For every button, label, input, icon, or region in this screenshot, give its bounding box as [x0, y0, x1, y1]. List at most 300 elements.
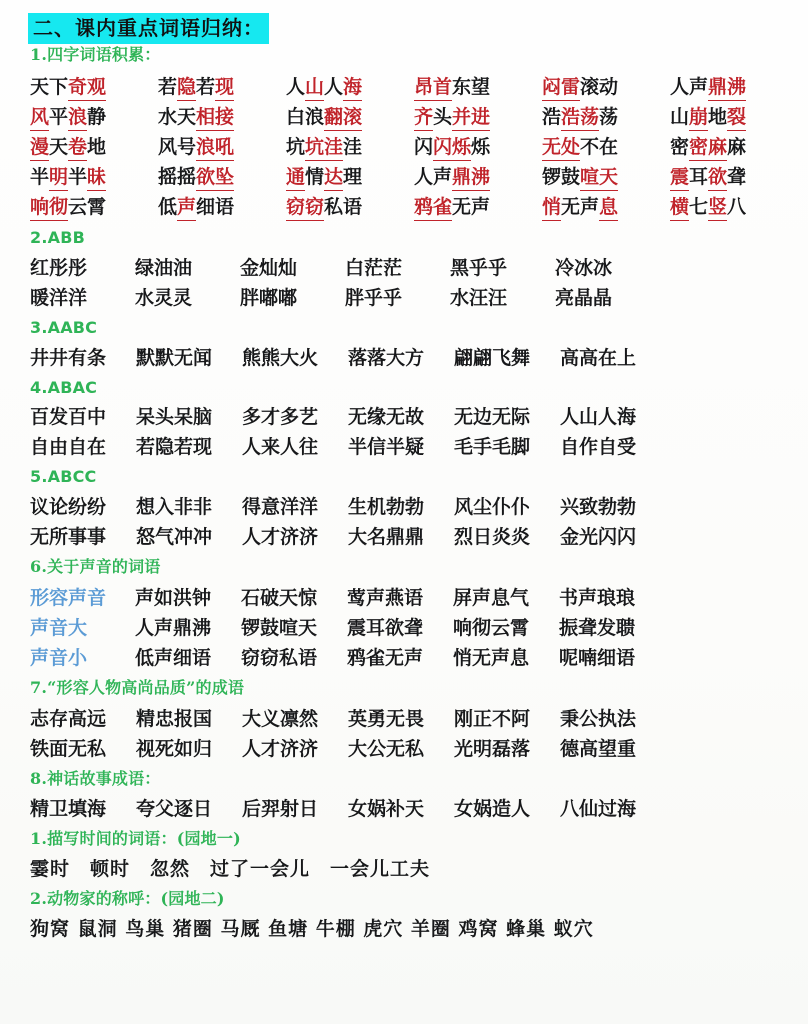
- word-item: 书声琅琅: [559, 587, 636, 609]
- word-char: 风: [454, 496, 474, 518]
- word-char: 无: [68, 738, 88, 760]
- section-heading-time: 1.描写时间的词语：(园地一): [30, 829, 241, 848]
- word-char: 荡: [599, 106, 619, 128]
- word-char: 洼: [343, 136, 363, 158]
- word-char: 井: [49, 347, 69, 369]
- word-char: 女: [454, 798, 474, 820]
- word-item: 响彻云霄: [453, 617, 530, 639]
- word-char: 号: [177, 136, 197, 158]
- word-char: 并: [452, 104, 471, 131]
- word-char: 洋: [68, 287, 88, 309]
- word-char: 震: [670, 164, 689, 191]
- word-item: [30, 494, 136, 520]
- word-char: 人: [280, 436, 300, 458]
- word-char: 若: [136, 436, 156, 458]
- word-item: 窃窃私语: [241, 647, 318, 669]
- word-item: [30, 796, 136, 822]
- word-char: 若: [196, 76, 216, 98]
- word-char: 吼: [215, 134, 234, 161]
- word-row: [30, 74, 798, 101]
- word-item: 声如洪钟: [135, 587, 212, 609]
- word-char: 高: [68, 708, 88, 730]
- word-char: 现: [193, 436, 213, 458]
- word-char: 嘟: [259, 287, 279, 309]
- word-char: 烁: [452, 134, 471, 161]
- word-item: [348, 345, 454, 371]
- word-char: 火: [299, 347, 319, 369]
- word-char: 羿: [261, 798, 281, 820]
- word-char: 八: [727, 196, 747, 218]
- word-item: 石破天惊: [241, 587, 318, 609]
- word-item: [30, 736, 136, 762]
- word-char: 鸦: [414, 194, 433, 221]
- word-char: 彤: [49, 257, 69, 279]
- word-char: 绿: [135, 257, 155, 279]
- word-item: [30, 434, 136, 460]
- word-char: 意: [261, 496, 281, 518]
- word-char: 落: [511, 738, 531, 760]
- word-char: 气: [155, 526, 175, 548]
- word-char: 法: [617, 708, 637, 730]
- word-char: 上: [617, 347, 637, 369]
- word-char: 理: [343, 166, 363, 188]
- word-item: [30, 255, 135, 281]
- word-char: 乎: [488, 257, 508, 279]
- word-item: [286, 74, 414, 101]
- word-item: [242, 494, 348, 520]
- word-item: [30, 524, 136, 550]
- word-char: 事: [68, 526, 88, 548]
- word-char: 勃: [386, 496, 406, 518]
- word-char: 远: [87, 708, 107, 730]
- word-item: 低声细语: [135, 647, 212, 669]
- word-item: [542, 104, 670, 131]
- word-char: 汪: [488, 287, 508, 309]
- word-char: 后: [242, 798, 262, 820]
- word-char: 声: [580, 196, 600, 218]
- word-item: [555, 285, 660, 311]
- word-char: 头: [155, 406, 175, 428]
- word-char: 精: [136, 708, 156, 730]
- word-char: 八: [560, 798, 580, 820]
- word-char: 熊: [261, 347, 281, 369]
- word-char: 昂: [414, 74, 433, 101]
- word-char: 半: [386, 436, 406, 458]
- word-char: 茫: [383, 257, 403, 279]
- word-char: 天: [30, 76, 50, 98]
- word-char: 高: [560, 347, 580, 369]
- word-char: 填: [68, 798, 88, 820]
- word-char: 山: [579, 406, 599, 428]
- word-char: 油: [173, 257, 193, 279]
- word-char: 多: [280, 406, 300, 428]
- word-char: 缘: [367, 406, 387, 428]
- word-char: 海: [617, 406, 637, 428]
- word-item: [136, 345, 242, 371]
- time-words-row: 霎时 顿时 忽然 过了一会儿 一会儿工夫: [30, 858, 431, 880]
- word-item: [454, 345, 560, 371]
- word-char: 黑: [450, 257, 470, 279]
- word-char: 风: [30, 104, 49, 131]
- word-item: [158, 194, 286, 221]
- word-char: 百: [30, 406, 50, 428]
- word-char: 水: [450, 287, 470, 309]
- word-char: 多: [242, 406, 262, 428]
- word-char: 入: [155, 496, 175, 518]
- word-char: 云: [68, 196, 88, 218]
- word-char: 麻: [727, 136, 747, 158]
- word-char: 山: [670, 106, 690, 128]
- word-item: [542, 74, 670, 101]
- word-char: 发: [49, 406, 69, 428]
- word-char: 铁: [30, 738, 50, 760]
- word-char: 金: [560, 526, 580, 548]
- word-char: 晶: [574, 287, 594, 309]
- word-char: 进: [471, 104, 490, 131]
- word-item: [414, 104, 542, 131]
- word-char: 光: [579, 526, 599, 548]
- word-char: 语: [215, 196, 235, 218]
- word-item: [450, 285, 555, 311]
- word-item: [542, 164, 670, 191]
- word-char: 烁: [471, 136, 491, 158]
- word-char: 裂: [727, 104, 746, 131]
- word-char: 无: [386, 738, 406, 760]
- word-char: 人: [414, 166, 434, 188]
- word-char: 日: [299, 798, 319, 820]
- word-item: [560, 736, 666, 762]
- word-row: [30, 194, 798, 221]
- word-char: 仙: [579, 798, 599, 820]
- word-char: 不: [580, 136, 600, 158]
- word-char: 海: [87, 798, 107, 820]
- word-item: [242, 345, 348, 371]
- section-heading-myth: 8.神话故事成语：: [30, 769, 161, 788]
- word-char: 闪: [598, 526, 618, 548]
- word-item: [30, 104, 158, 131]
- word-char: 自: [30, 436, 50, 458]
- word-row: [30, 345, 666, 371]
- word-item: [136, 706, 242, 732]
- word-char: 冷: [555, 257, 575, 279]
- word-item: [345, 255, 450, 281]
- word-char: 自: [68, 436, 88, 458]
- word-char: 大: [348, 738, 368, 760]
- word-char: 胖: [240, 287, 260, 309]
- word-item: [348, 796, 454, 822]
- word-item: [348, 524, 454, 550]
- word-char: 想: [136, 496, 156, 518]
- word-item: 人声鼎沸: [135, 617, 212, 639]
- word-char: 灿: [259, 257, 279, 279]
- word-char: 鼎: [386, 526, 406, 548]
- word-char: 若: [158, 76, 178, 98]
- word-char: 白: [345, 257, 365, 279]
- word-row: [30, 255, 660, 281]
- word-item: [414, 164, 542, 191]
- word-char: 夸: [136, 798, 156, 820]
- word-char: 人: [324, 76, 344, 98]
- word-char: 人: [242, 738, 262, 760]
- word-item: [560, 706, 666, 732]
- word-char: 横: [670, 194, 689, 221]
- word-char: 白: [286, 106, 306, 128]
- word-char: 天: [177, 106, 197, 128]
- section-heading-abb: 2.ABB: [30, 228, 85, 247]
- word-char: 浪: [305, 106, 325, 128]
- word-char: 致: [579, 496, 599, 518]
- word-item: [670, 134, 798, 161]
- word-char: 闪: [414, 136, 434, 158]
- word-item: [30, 164, 158, 191]
- word-char: 坑: [305, 134, 324, 161]
- word-char: 竖: [708, 194, 727, 221]
- word-char: 默: [136, 347, 156, 369]
- word-char: 畏: [405, 708, 425, 730]
- word-char: 在: [87, 436, 107, 458]
- word-char: 水: [135, 287, 155, 309]
- word-char: 耳: [689, 166, 709, 188]
- word-char: 聋: [727, 166, 747, 188]
- word-char: 水: [158, 106, 178, 128]
- word-item: [30, 285, 135, 311]
- word-row: [30, 645, 665, 671]
- word-char: 无: [542, 134, 561, 161]
- word-char: 密: [689, 134, 708, 161]
- word-char: 生: [348, 496, 368, 518]
- word-char: 人: [598, 406, 618, 428]
- word-char: 由: [49, 436, 69, 458]
- word-char: 信: [367, 436, 387, 458]
- word-char: 作: [579, 436, 599, 458]
- word-char: 响: [30, 194, 49, 221]
- word-char: 平: [49, 106, 69, 128]
- word-char: 现: [215, 74, 234, 101]
- word-item: [158, 134, 286, 161]
- word-char: 义: [261, 708, 281, 730]
- word-char: 非: [174, 496, 194, 518]
- word-char: 大: [348, 526, 368, 548]
- sound-category-label: 声音小: [30, 647, 88, 669]
- word-char: 彻: [49, 194, 68, 221]
- word-char: 重: [617, 738, 637, 760]
- word-item: [414, 134, 542, 161]
- word-char: 名: [367, 526, 387, 548]
- word-item: [348, 706, 454, 732]
- word-item: [454, 796, 560, 822]
- word-char: 坑: [286, 136, 306, 158]
- sound-category-label: 形容声音: [30, 587, 107, 609]
- word-char: 浩: [542, 106, 562, 128]
- word-item: 悄无声息: [453, 647, 530, 669]
- word-char: 娲: [367, 798, 387, 820]
- word-char: 观: [87, 74, 106, 101]
- word-char: 荡: [580, 104, 599, 131]
- word-item: [560, 796, 666, 822]
- word-char: 晶: [593, 287, 613, 309]
- word-char: 大: [280, 347, 300, 369]
- word-item: [560, 434, 666, 460]
- word-char: 自: [560, 436, 580, 458]
- word-char: 浩: [561, 104, 580, 131]
- word-char: 天: [49, 136, 69, 158]
- word-char: 才: [261, 406, 281, 428]
- word-char: 阿: [511, 708, 531, 730]
- word-char: 闷: [542, 74, 561, 101]
- word-char: 滚: [580, 76, 600, 98]
- word-char: 鼎: [452, 164, 471, 191]
- word-item: [30, 134, 158, 161]
- word-item: [136, 524, 242, 550]
- word-item: [30, 74, 158, 101]
- word-char: 国: [193, 708, 213, 730]
- word-char: 公: [367, 738, 387, 760]
- word-item: [136, 736, 242, 762]
- word-char: 海: [343, 74, 362, 101]
- word-item: [30, 345, 136, 371]
- word-char: 故: [405, 406, 425, 428]
- word-item: [454, 736, 560, 762]
- word-item: [286, 194, 414, 221]
- word-item: [560, 494, 666, 520]
- word-char: 洋: [280, 496, 300, 518]
- word-item: [454, 434, 560, 460]
- word-item: [286, 104, 414, 131]
- word-char: 然: [299, 708, 319, 730]
- word-item: [454, 706, 560, 732]
- word-char: 默: [155, 347, 175, 369]
- word-char: 闻: [193, 347, 213, 369]
- word-char: 冰: [593, 257, 613, 279]
- word-char: 条: [87, 347, 107, 369]
- word-char: 鼎: [708, 74, 727, 101]
- word-char: 刚: [454, 708, 474, 730]
- word-char: 闪: [617, 526, 637, 548]
- word-item: [30, 706, 136, 732]
- word-char: 忠: [155, 708, 175, 730]
- word-char: 私: [405, 738, 425, 760]
- word-char: 东: [452, 76, 472, 98]
- word-char: 在: [598, 347, 618, 369]
- word-char: 漫: [30, 134, 49, 161]
- word-char: 仆: [492, 496, 512, 518]
- word-char: 灿: [278, 257, 298, 279]
- word-char: 人: [670, 76, 690, 98]
- word-char: 悄: [542, 194, 561, 221]
- animal-home-row: 狗窝 鼠洞 鸟巢 猪圈 马厩 鱼塘 牛棚 虎穴 羊圈 鸡窝 蜂巢 蚁穴: [30, 918, 594, 940]
- word-char: 无: [561, 196, 581, 218]
- word-char: 头: [433, 106, 453, 128]
- word-char: 勃: [405, 496, 425, 518]
- word-char: 娲: [473, 798, 493, 820]
- word-char: 疑: [405, 436, 425, 458]
- word-char: 洋: [299, 496, 319, 518]
- word-char: 兴: [560, 496, 580, 518]
- word-char: 百: [68, 406, 88, 428]
- page-title: 二、课内重点词语归纳：: [28, 13, 269, 44]
- word-char: 沸: [471, 164, 490, 191]
- word-char: 相: [196, 104, 215, 131]
- word-char: 精: [30, 798, 50, 820]
- word-char: 大: [386, 347, 406, 369]
- word-char: 油: [154, 257, 174, 279]
- word-char: 人: [286, 76, 306, 98]
- word-char: 乎: [383, 287, 403, 309]
- word-item: [286, 134, 414, 161]
- word-item: [348, 434, 454, 460]
- word-char: 滚: [343, 104, 362, 131]
- word-char: 若: [174, 436, 194, 458]
- word-char: 茫: [364, 257, 384, 279]
- word-char: 仆: [511, 496, 531, 518]
- word-char: 锣: [542, 166, 562, 188]
- word-item: [555, 255, 660, 281]
- word-char: 有: [68, 347, 88, 369]
- word-char: 喧: [580, 164, 599, 191]
- word-char: 金: [240, 257, 260, 279]
- word-char: 半: [348, 436, 368, 458]
- word-char: 艺: [299, 406, 319, 428]
- word-item: [348, 736, 454, 762]
- word-char: 通: [286, 164, 305, 191]
- word-char: 呆: [136, 406, 156, 428]
- section-heading-animal-home: 2.动物家的称呼：(园地二): [30, 889, 225, 908]
- word-char: 窃: [305, 194, 324, 221]
- word-item: [348, 404, 454, 430]
- word-char: 日: [193, 798, 213, 820]
- word-item: [242, 434, 348, 460]
- word-char: 纷: [68, 496, 88, 518]
- word-char: 无: [492, 406, 512, 428]
- word-item: 莺声燕语: [347, 587, 424, 609]
- word-char: 高: [579, 738, 599, 760]
- word-char: 欲: [708, 164, 727, 191]
- word-char: 议: [30, 496, 50, 518]
- word-row: [30, 434, 666, 460]
- word-row: [30, 404, 666, 430]
- word-item: [158, 104, 286, 131]
- word-char: 无: [386, 708, 406, 730]
- word-item: [454, 404, 560, 430]
- word-char: 奇: [68, 74, 87, 101]
- word-item: [542, 134, 670, 161]
- word-char: 落: [367, 347, 387, 369]
- word-char: 视: [136, 738, 156, 760]
- word-char: 大: [242, 708, 262, 730]
- word-item: [454, 494, 560, 520]
- word-char: 霄: [87, 196, 107, 218]
- word-item: [670, 104, 798, 131]
- word-char: 声: [471, 196, 491, 218]
- word-item: [560, 404, 666, 430]
- word-char: 乎: [364, 287, 384, 309]
- word-char: 德: [560, 738, 580, 760]
- word-char: 七: [689, 196, 709, 218]
- word-char: 女: [348, 798, 368, 820]
- section-heading-abcc: 5.ABCC: [30, 467, 97, 486]
- word-char: 高: [579, 347, 599, 369]
- word-char: 井: [30, 347, 50, 369]
- word-char: 闪: [433, 134, 452, 161]
- word-char: 达: [324, 164, 343, 191]
- word-item: [242, 404, 348, 430]
- word-char: 机: [367, 496, 387, 518]
- word-char: 冲: [193, 526, 213, 548]
- word-char: 际: [511, 406, 531, 428]
- word-char: 如: [174, 738, 194, 760]
- word-item: [136, 494, 242, 520]
- word-char: 论: [49, 496, 69, 518]
